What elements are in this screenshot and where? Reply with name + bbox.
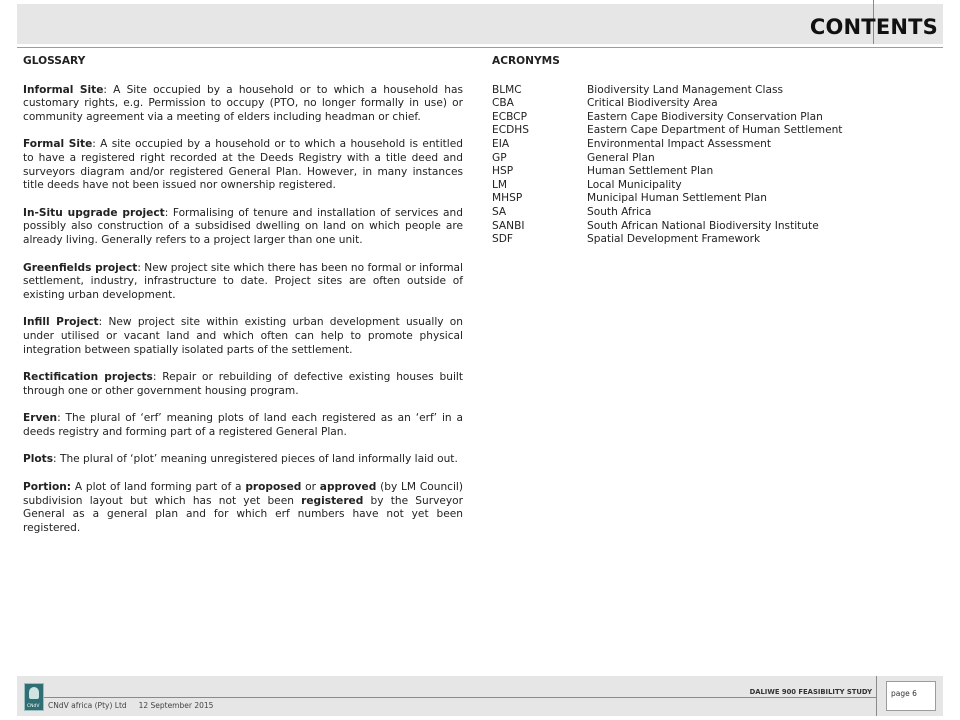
glossary-term: Formal Site bbox=[23, 138, 93, 151]
acronym-code: GP bbox=[492, 151, 507, 164]
glossary-entry bbox=[23, 316, 463, 357]
acronym-code: SA bbox=[492, 205, 507, 218]
glossary-term: Greenfields project bbox=[23, 261, 138, 274]
glossary-emphasis: proposed bbox=[245, 481, 302, 494]
glossary-entry bbox=[23, 412, 463, 439]
glossary-emphasis: approved bbox=[319, 481, 377, 494]
footer-rule bbox=[40, 697, 876, 698]
acronym-row bbox=[492, 220, 912, 234]
glossary-entry bbox=[23, 138, 463, 192]
acronym-code: MHSP bbox=[492, 192, 523, 205]
acronym-definition: Local Municipality bbox=[587, 178, 682, 191]
acronym-row bbox=[492, 152, 912, 166]
acronym-code: HSP bbox=[492, 165, 514, 178]
acronym-code: ECBCP bbox=[492, 110, 527, 123]
acronym-code: LM bbox=[492, 178, 508, 191]
acronym-row bbox=[492, 138, 912, 152]
acronym-definition: South African National Biodiversity Institute bbox=[587, 219, 819, 232]
glossary-entry-portion bbox=[23, 481, 463, 535]
glossary-definition: or bbox=[301, 481, 320, 494]
glossary-definition: : A site occupied by a household or to which a household is entitled to have a registered right recorded at the Deeds Registry with a title deed and surveyors diagram and/or registered General Plan. However, in many instances title deeds have not been issued nor ownership registered. bbox=[23, 138, 463, 192]
glossary-definition: (by LM Council) subdivision layout but which has not yet been bbox=[23, 481, 463, 507]
acronym-definition: Municipal Human Settlement Plan bbox=[587, 192, 768, 205]
footer-company-date: CNdV africa (Pty) Ltd 12 September 2015 bbox=[48, 701, 214, 710]
glossary-emphasis: registered bbox=[301, 494, 364, 507]
acronyms-heading: ACRONYMS bbox=[492, 55, 560, 67]
glossary-entry bbox=[23, 262, 463, 303]
glossary-term: Erven bbox=[23, 412, 58, 425]
glossary-term: Plots bbox=[23, 453, 54, 466]
glossary-definition: : Repair or rebuilding of defective existing houses built through one or other government housing program. bbox=[23, 371, 463, 397]
acronym-definition: Eastern Cape Department of Human Settlement bbox=[587, 124, 843, 137]
glossary-entry bbox=[23, 84, 463, 125]
glossary-definition: : New project site within existing urban development usually on under utilised or vacant land and which often can help to promote physical integration between spatially isolated parts of the settlement. bbox=[23, 316, 464, 356]
acronym-row bbox=[492, 124, 912, 138]
logo-emblem-icon bbox=[29, 687, 39, 699]
glossary-term: Infill Project bbox=[23, 316, 99, 329]
glossary-term: Rectification projects bbox=[23, 371, 153, 384]
acronym-row bbox=[492, 165, 912, 179]
acronym-definition: Environmental Impact Assessment bbox=[587, 137, 771, 150]
glossary-definition: : The plural of ‘erf’ meaning plots of land each registered as an ‘erf’ in a deeds registry and forming part of a registered General Plan. bbox=[23, 412, 463, 438]
acronym-definition: Eastern Cape Biodiversity Conservation Plan bbox=[587, 110, 823, 123]
acronym-code: BLMC bbox=[492, 83, 522, 96]
acronym-row bbox=[492, 206, 912, 220]
acronym-code: SDF bbox=[492, 233, 513, 246]
glossary-definition: : Formalising of tenure and installation of services and possibly also construction of a subsidised dwelling on land on which people are already living. Generally refers to a project larger than one unit. bbox=[23, 206, 463, 246]
acronyms-section bbox=[492, 55, 912, 247]
acronym-definition: Critical Biodiversity Area bbox=[587, 97, 718, 110]
company-logo bbox=[24, 683, 44, 711]
acronym-definition: Spatial Development Framework bbox=[587, 233, 761, 246]
glossary-section bbox=[23, 55, 463, 549]
acronym-row bbox=[492, 111, 912, 125]
acronym-definition: South Africa bbox=[587, 205, 652, 218]
acronym-row bbox=[492, 192, 912, 206]
logo-text: CNdV bbox=[27, 704, 40, 709]
glossary-entry bbox=[23, 453, 463, 467]
acronym-row bbox=[492, 233, 912, 247]
acronym-row bbox=[492, 97, 912, 111]
glossary-definition: : New project site which there has been no formal or informal settlement, industry, infrastructure to date. Project sites are often outside of existing urban development. bbox=[23, 261, 463, 301]
glossary-term: Portion: bbox=[23, 481, 72, 494]
glossary-definition: by the Surveyor General as a general plan and for which erf numbers have not yet been registered. bbox=[23, 494, 463, 534]
glossary-term: In-Situ upgrade project bbox=[23, 206, 165, 219]
footer-study-title: DALIWE 900 FEASIBILITY STUDY bbox=[749, 688, 872, 696]
glossary-entry bbox=[23, 207, 463, 248]
acronym-code: ECDHS bbox=[492, 124, 529, 137]
glossary-entry bbox=[23, 371, 463, 398]
acronym-row bbox=[492, 84, 912, 98]
glossary-definition: : The plural of ‘plot’ meaning unregistered pieces of land informally laid out. bbox=[53, 453, 458, 466]
header-bar bbox=[17, 4, 943, 44]
glossary-heading: GLOSSARY bbox=[23, 55, 86, 67]
acronym-code: SANBI bbox=[492, 219, 525, 232]
acronym-definition: Biodiversity Land Management Class bbox=[587, 83, 783, 96]
footer-bar bbox=[17, 676, 943, 716]
page-number: page 6 bbox=[891, 689, 917, 698]
page-title: CONTENTS bbox=[809, 15, 938, 39]
header-rule bbox=[17, 47, 943, 48]
glossary-definition: : A Site occupied by a household or to which a household has customary rights, e.g. Permission to occupy (PTO, no longer formally in use) or community agreement via a meeting of elders including headman or chief. bbox=[23, 83, 463, 123]
acronym-row bbox=[492, 179, 912, 193]
footer-divider bbox=[876, 676, 877, 716]
acronym-code: CBA bbox=[492, 97, 514, 110]
glossary-term: Informal Site bbox=[23, 83, 104, 96]
acronym-definition: Human Settlement Plan bbox=[587, 165, 714, 178]
glossary-definition: A plot of land forming part of a bbox=[71, 481, 246, 494]
acronym-code: EIA bbox=[492, 137, 510, 150]
acronym-definition: General Plan bbox=[587, 151, 655, 164]
